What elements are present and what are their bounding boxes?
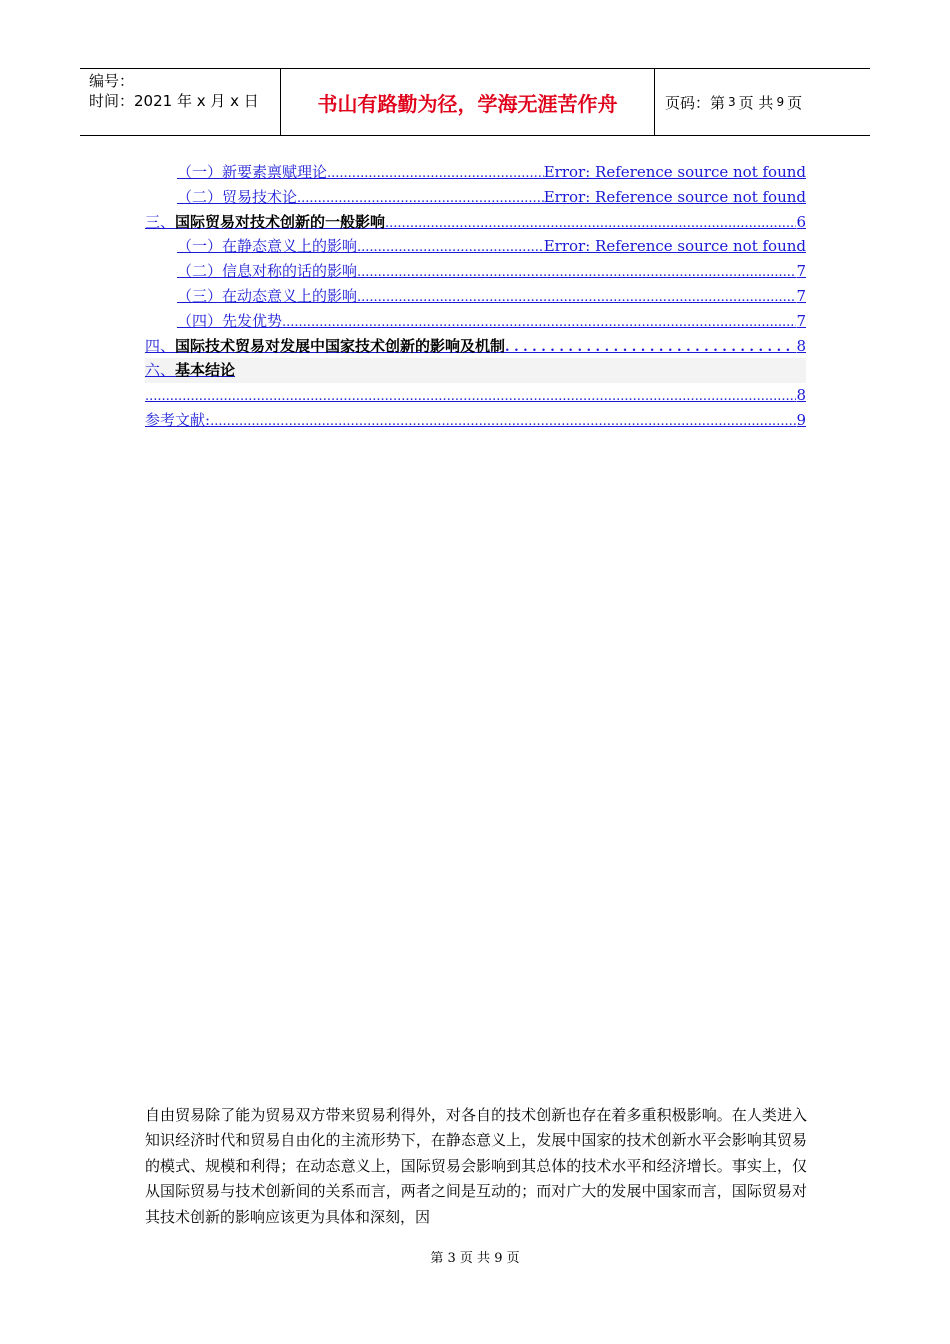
toc-entry-page: 7 <box>796 286 806 305</box>
toc-leader <box>327 160 544 185</box>
toc-leader <box>505 334 796 359</box>
header-page-number <box>655 69 870 135</box>
toc-entry-page: 9 <box>796 410 806 429</box>
toc-entry-title: （一）新要素禀赋理论 <box>177 163 328 181</box>
header-page-current: 3 <box>728 95 736 109</box>
toc-entry[interactable] <box>145 408 806 433</box>
toc-entry-title: （四）先发优势 <box>177 311 283 330</box>
header-time-label: 时间：2021 年 x 月 x 日 <box>89 92 259 110</box>
toc-leader <box>385 210 796 235</box>
toc-entry[interactable] <box>145 383 806 408</box>
header-page-prefix: 页码：第 <box>665 93 726 112</box>
toc-entry-page: 8 <box>796 386 806 405</box>
header-meta <box>80 69 281 135</box>
toc-entry-page: 7 <box>796 311 806 330</box>
toc-entry-title: （二）贸易技术论 <box>177 187 298 206</box>
toc-leader <box>210 408 796 433</box>
header-motto: 书山有路勤为径，学海无涯苦作舟 <box>281 69 655 135</box>
toc-entry[interactable] <box>145 358 806 383</box>
toc-entry-prefix: 三、 <box>145 212 176 231</box>
toc-entry-title: 国际技术贸易对发展中国家技术创新的影响及机制 <box>175 336 506 355</box>
toc-entry-title: 参考文献: <box>145 410 211 429</box>
toc-entry[interactable] <box>145 185 806 210</box>
header-page-total: 9 <box>776 95 785 109</box>
toc-entry-page: Error: Reference source not found <box>543 237 806 256</box>
page-footer: 第 3 页 共 9 页 <box>430 1251 520 1266</box>
toc-entry[interactable] <box>145 334 806 359</box>
toc-leader <box>297 185 544 210</box>
toc-entry-title: （一）在静态意义上的影响 <box>177 237 358 256</box>
toc-entry[interactable] <box>145 234 806 259</box>
toc-entry-title: （二）信息对称的话的影响 <box>177 262 358 281</box>
body-paragraph: 自由贸易除了能为贸易双方带来贸易利得外，对各自的技术创新也存在着多重积极影响。在人类进入知识经济时代和贸易自由化的主流形势下，在静态意义上，发展中国家的技术创新水平会影响其贸易的模式、规模和利得；在动态意义上，国际贸易会影响到其总体的技术水平和经济增长。事实上，仅从国际贸易与技术创新间的关系而言，两者之间是互动的；而对广大的发展中国家而言，国际贸易对其技术创新的影响应该更为具体和深刻，因 <box>145 1106 807 1226</box>
toc-entry[interactable] <box>145 210 806 235</box>
toc-leader <box>145 383 796 408</box>
toc-entry-prefix: 四、 <box>145 336 176 355</box>
toc-entry-prefix: 六、 <box>145 361 176 380</box>
toc-leader <box>282 309 796 334</box>
toc-entry[interactable] <box>145 259 806 284</box>
toc-entry-page: 8 <box>796 336 806 355</box>
toc-leader <box>357 284 796 309</box>
toc-leader <box>357 234 544 259</box>
toc-entry-page: 6 <box>796 212 806 231</box>
header-page-mid: 页 共 <box>738 93 774 112</box>
table-of-contents <box>145 160 806 433</box>
toc-entry-page: Error: Reference source not found <box>543 163 806 181</box>
toc-entry[interactable] <box>145 160 806 185</box>
toc-entry-title: 国际贸易对技术创新的一般影响 <box>175 212 386 231</box>
header-number-label: 编号： <box>89 72 135 90</box>
toc-entry[interactable] <box>145 284 806 309</box>
header-page-suffix: 页 <box>787 93 803 112</box>
page-header <box>80 68 870 136</box>
toc-entry-title: （三）在动态意义上的影响 <box>177 286 358 305</box>
toc-entry[interactable] <box>145 309 806 334</box>
toc-entry-title: 基本结论 <box>175 361 236 380</box>
toc-entry-page: Error: Reference source not found <box>543 187 806 206</box>
toc-leader <box>357 259 796 284</box>
toc-entry-page: 7 <box>796 262 806 281</box>
